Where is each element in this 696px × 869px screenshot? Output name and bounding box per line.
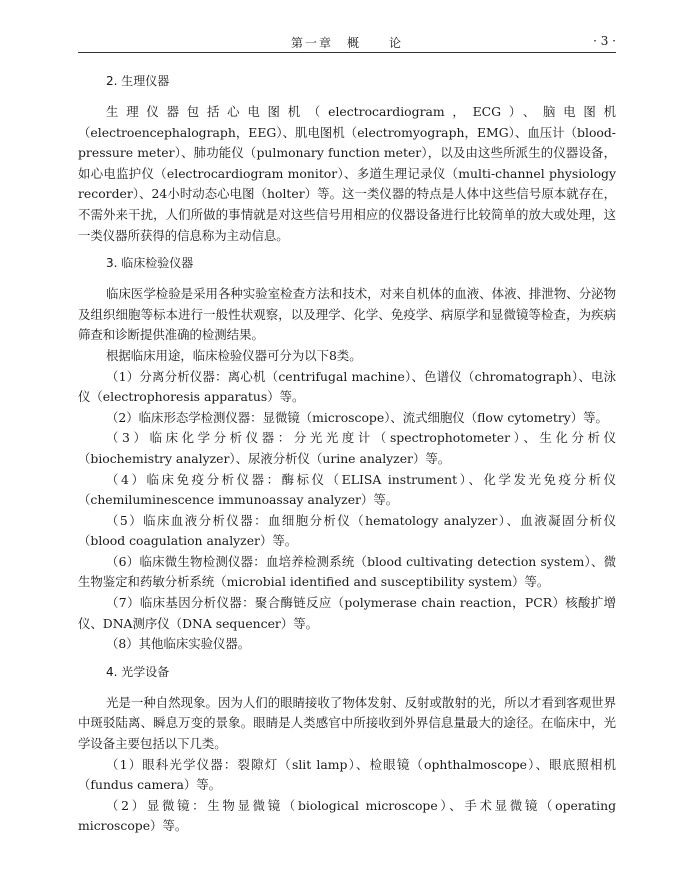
section-heading: 2. 生理仪器	[106, 74, 170, 88]
section-clinical-lab-instruments	[78, 254, 616, 655]
list-item: （7）临床基因分析仪器：聚合酶链反应（polymerase chain reaction，PCR）核酸扩增仪、DNA测序仪（DNA sequencer）等。	[78, 595, 616, 631]
section-heading: 4. 光学设备	[106, 664, 170, 679]
list-item: （4）临床免疫分析仪器：酶标仪（ELISA instrument）、化学发光免疫分析仪（chemiluminescence immunoassay analyzer）等。	[78, 471, 616, 508]
chapter-title: 第一章 概 论	[290, 36, 403, 50]
list-item: （1）眼科光学仪器：裂隙灯（slit lamp）、检眼镜（ophthalmoscope）、眼底照相机（fundus camera）等。	[78, 756, 616, 793]
section-physiological-instruments	[78, 72, 616, 246]
section-optical-equipment	[78, 663, 616, 837]
paragraph: 临床医学检验是采用各种实验室检查方法和技术，对来自机体的血液、体液、排泄物、分泌物及组织细胞等标本进行一般性状观察，以及理学、化学、免疫学、病原学和显微镜等检查，为疾病筛查和诊断提供准确的检测结果。	[78, 286, 616, 343]
running-header	[78, 30, 616, 53]
list-item: （2）临床形态学检测仪器：显微镜（microscope）、流式细胞仪（flow cytometry）等。	[106, 409, 608, 425]
paragraph: 根据临床用途，临床检验仪器可分为以下8类。	[106, 347, 362, 363]
list-item: （5）临床血液分析仪器：血细胞分析仪（hematology analyzer）、血液凝固分析仪（blood coagulation analyzer）等。	[78, 512, 616, 549]
list-item: （8）其他临床实验仪器。	[106, 636, 251, 652]
list-item: （6）临床微生物检测仪器：血培养检测系统（blood cultivating detection system）、微生物鉴定和药敏分析系统（microbial identified and susceptibility system）等。	[78, 553, 616, 590]
list-item: （3）临床化学分析仪器：分光光度计（spectrophotometer）、生化分析仪（biochemistry analyzer）、尿液分析仪（urine analyzer）等。	[78, 430, 616, 466]
list-item: （1）分离分析仪器：离心机（centrifugal machine）、色谱仪（chromatograph）、电泳仪（electrophoresis apparatus）等。	[78, 368, 616, 405]
page-number: · 3 ·	[593, 34, 616, 48]
paragraph: 生理仪器包括心电图机（electrocardiogram，ECG）、脑电图机（electroencephalograph，EEG）、肌电图机（electromyograph，EMG）、血压计（blood-pressure meter）、肺功能仪（pulmonary function meter），以及由这些所派生的仪器设备，如心电监护仪（electrocardiogram monitor）、多道生理记录仪（multi-channel physiology recorder）、24小时动态心电图（holter）等。这一类仪器的特点是人体中这些信号原本就存在，不需外来干扰，人们所做的事情就是对这些信号用相应的仪器设备进行比较简单的放大或处理，这一类仪器所获得的信息称为主动信息。	[78, 104, 616, 243]
paragraph: 光是一种自然现象。因为人们的眼睛接收了物体发射、反射或散射的光，所以才看到客观世界中斑驳陆离、瞬息万变的景象。眼睛是人类感官中所接收到外界信息量最大的途径。在临床中，光学设备主要包括以下几类。	[78, 694, 616, 752]
section-heading: 3. 临床检验仪器	[106, 256, 194, 271]
list-item: （2）显微镜：生物显微镜（biological microscope）、手术显微镜（operating microscope）等。	[78, 797, 616, 834]
page-body	[78, 72, 616, 837]
